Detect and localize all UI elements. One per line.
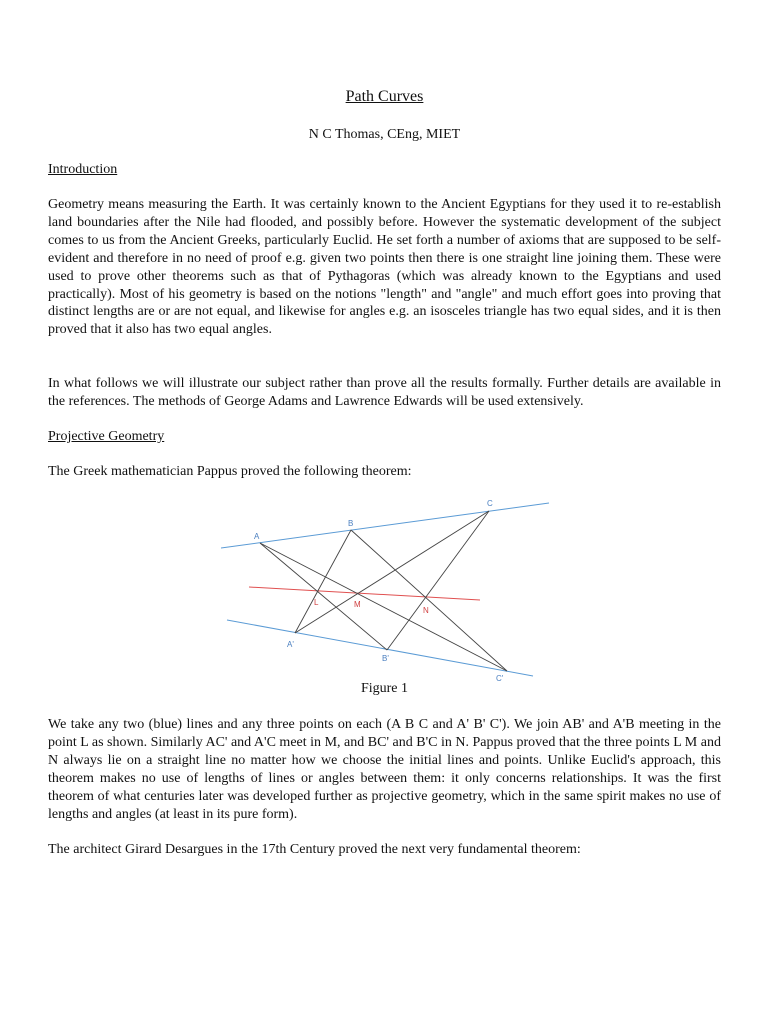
section-heading-projective: Projective Geometry (48, 429, 165, 444)
projective-paragraph-1: The Greek mathematician Pappus proved the following theorem: (48, 464, 412, 479)
line-a-bprime (260, 543, 387, 650)
pappus-figure (221, 493, 551, 683)
section-heading-introduction: Introduction (48, 162, 118, 177)
projective-paragraph-3: The architect Girard Desargues in the 17th Century proved the next very fundamental theorem: (48, 842, 581, 857)
join-lines (260, 511, 507, 671)
label-n: N (423, 606, 429, 615)
figure-caption: Figure 1 (360, 681, 409, 696)
label-c: C (487, 499, 493, 508)
intro-paragraph-2: In what follows we will illustrate our subject rather than prove all the results formally. Further details are available in the references. The methods of George Adams and Lawrence Edwards will be used extensively. (48, 376, 721, 409)
lower-blue-line (227, 620, 533, 676)
line-a-cprime (260, 543, 507, 671)
label-a: A (254, 532, 260, 541)
label-l: L (314, 598, 319, 607)
label-b-prime: B' (382, 654, 389, 663)
intro-paragraph-1: Geometry means measuring the Earth. It was certainly known to the Ancient Egyptians for they used it to re-establish land boundaries after the Nile had flooded, and possibly before. However the systematic development of the subject comes to us from the Ancient Greeks, particularly Euclid. He set forth a number of axioms that are supposed to be self-evident and therefore in no need of proof e.g. given two points then there is one straight line joining them. These were used to prove other theorems such as that of Pythagoras (which was already known to the Egyptians and used practically). Most of his geometry is based on the notions "length" and "angle" and much effort goes into proving that distinct lengths are or are not equal, and likewise for angles e.g. an isosceles triangle has two equal sides, and it is then proved that it also has two equal angles. (48, 197, 721, 338)
label-c-prime: C' (496, 674, 504, 683)
label-m: M (354, 600, 361, 609)
upper-blue-line (221, 503, 549, 548)
projective-paragraph-2: We take any two (blue) lines and any three points on each (A B C and A' B' C'). We join AB' and A'B meeting in the point L as shown. Similarly AC' and A'C meet in M, and BC' and B'C in N. Pappus proved that the three points L M and N always lie on a straight line no matter how we choose the initial lines and points. Unlike Euclid's approach, this theorem makes no use of lengths of lines or angles between them: it only concerns relationships. It was the first theorem of what centuries later was developed further as projective geometry, which in the same spirit makes no use of lengths and angles (at least in its pure form). (48, 717, 721, 822)
label-b: B (348, 519, 354, 528)
author-line: N C Thomas, CEng, MIET (308, 127, 461, 142)
line-b-aprime (295, 530, 351, 633)
line-b-cprime (351, 530, 507, 671)
line-c-bprime (387, 511, 489, 650)
label-a-prime: A' (287, 640, 294, 649)
paper-title: Path Curves (345, 88, 424, 105)
line-c-aprime (295, 511, 489, 633)
